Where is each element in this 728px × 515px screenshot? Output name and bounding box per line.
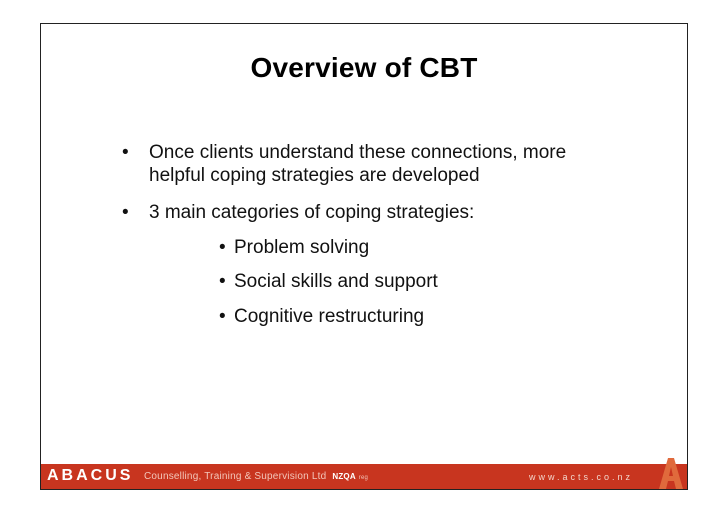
sub-bullet-social-skills (219, 270, 438, 293)
sub-bullet-text: Cognitive restructuring (234, 306, 425, 327)
slide (40, 23, 688, 490)
bullet-item-2 (122, 201, 474, 224)
bullet-text-line: helpful coping strategies are developed (149, 165, 480, 186)
tagline-text: Counselling, Training & Supervision Ltd (144, 471, 327, 482)
brand-name: ABACUS (47, 467, 134, 484)
bullet-text-line: Once clients understand these connections, more (149, 142, 567, 163)
sub-bullet-text: Social skills and support (234, 271, 438, 292)
company-tagline (144, 471, 368, 484)
abacus-a-logo-icon (659, 458, 683, 489)
sub-bullet-cognitive-restructuring (219, 305, 424, 328)
website-url: www.acts.co.nz (528, 472, 633, 482)
footer-bar (41, 464, 687, 489)
nzqa-mark: NZQA (332, 472, 356, 481)
nzqa-suffix: reg (358, 475, 369, 481)
bullet-marker: • (122, 202, 129, 223)
slide-title: Overview of CBT (250, 52, 478, 83)
bullet-text-line: 3 main categories of coping strategies: (149, 202, 475, 223)
sub-bullet-problem-solving (219, 236, 369, 259)
bullet-marker: • (219, 271, 226, 292)
bullet-marker: • (122, 142, 129, 163)
sub-bullet-text: Problem solving (234, 237, 370, 258)
bullet-marker: • (219, 306, 226, 327)
bullet-item-1 (122, 141, 566, 187)
bullet-marker: • (219, 237, 226, 258)
